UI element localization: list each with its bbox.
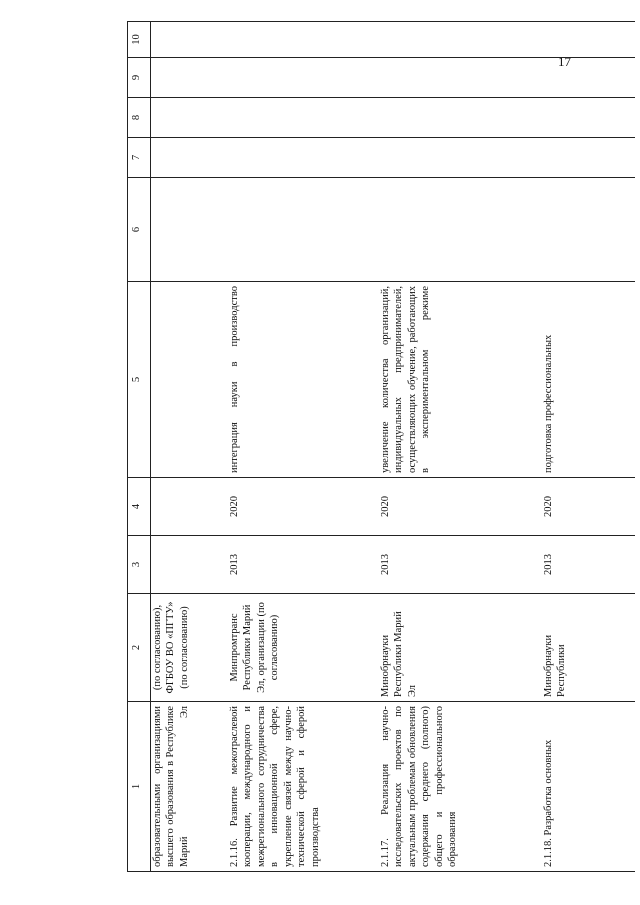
executor-cell: Минобрнауки Республики Марий Эл bbox=[376, 594, 539, 702]
page-number: 17 bbox=[558, 54, 571, 69]
empty-cell bbox=[539, 22, 635, 58]
empty-cell bbox=[151, 58, 226, 98]
start-year-cell: 2013 bbox=[225, 536, 376, 594]
executor-cell: Минпромтранс Республики Марий Эл, организации (по согласованию) bbox=[225, 594, 376, 702]
result-cell bbox=[151, 282, 226, 478]
table-row bbox=[225, 22, 376, 872]
end-year-cell: 2020 bbox=[376, 478, 539, 536]
activity-cell: образовательными организациями высшего образования в Республике Марий Эл bbox=[151, 702, 226, 872]
header-col-10: 10 bbox=[128, 22, 151, 58]
empty-cell bbox=[376, 138, 539, 178]
table-row bbox=[376, 22, 539, 872]
empty-cell bbox=[539, 98, 635, 138]
result-cell: увеличение количества организаций, индивидуальных предпринимателей, осуществляющих обучение, работающих в экспериментальном режиме bbox=[376, 282, 539, 478]
empty-cell bbox=[539, 178, 635, 282]
table-row bbox=[151, 22, 226, 872]
executor-cell: (по согласованию), ФГБОУ ВО «ПГТУ» (по согласованию) bbox=[151, 594, 226, 702]
header-col-6: 6 bbox=[128, 178, 151, 282]
header-col-4: 4 bbox=[128, 478, 151, 536]
start-year-cell: 2013 bbox=[539, 536, 635, 594]
empty-cell bbox=[225, 98, 376, 138]
empty-cell bbox=[151, 138, 226, 178]
empty-cell bbox=[225, 138, 376, 178]
header-col-7: 7 bbox=[128, 138, 151, 178]
activity-cell: 2.1.18. Разработка основных bbox=[539, 702, 635, 872]
result-cell: интеграция науки в производство bbox=[225, 282, 376, 478]
start-year-cell: 2013 bbox=[376, 536, 539, 594]
table-row bbox=[539, 22, 635, 872]
executor-cell: Минобрнауки Республики bbox=[539, 594, 635, 702]
empty-cell bbox=[376, 58, 539, 98]
empty-cell bbox=[539, 58, 635, 98]
end-year-cell bbox=[151, 478, 226, 536]
header-col-1: 1 bbox=[128, 702, 151, 872]
header-col-3: 3 bbox=[128, 536, 151, 594]
activity-cell: 2.1.16. Развитие межотраслевой кооперации, международного и межрегионального сотрудничества в инновационной сфере, укрепление связей между научно-технической сферой и сферой производства bbox=[225, 702, 376, 872]
header-col-8: 8 bbox=[128, 98, 151, 138]
empty-cell bbox=[539, 138, 635, 178]
empty-cell bbox=[225, 58, 376, 98]
empty-cell bbox=[151, 22, 226, 58]
start-year-cell bbox=[151, 536, 226, 594]
empty-cell bbox=[376, 22, 539, 58]
header-col-9: 9 bbox=[128, 58, 151, 98]
empty-cell bbox=[376, 178, 539, 282]
empty-cell bbox=[376, 98, 539, 138]
header-row bbox=[128, 22, 151, 872]
activity-cell: 2.1.17. Реализация научно-исследовательских проектов по актуальным проблемам обновления содержания среднего (полного) общего и профессионального образования bbox=[376, 702, 539, 872]
header-col-2: 2 bbox=[128, 594, 151, 702]
empty-cell bbox=[151, 98, 226, 138]
empty-cell bbox=[151, 178, 226, 282]
empty-cell bbox=[225, 178, 376, 282]
end-year-cell: 2020 bbox=[225, 478, 376, 536]
end-year-cell: 2020 bbox=[539, 478, 635, 536]
result-cell: подготовка профессиональных bbox=[539, 282, 635, 478]
rotated-table-wrapper bbox=[127, 22, 633, 872]
header-col-5: 5 bbox=[128, 282, 151, 478]
empty-cell bbox=[225, 22, 376, 58]
program-activities-table bbox=[127, 21, 635, 872]
